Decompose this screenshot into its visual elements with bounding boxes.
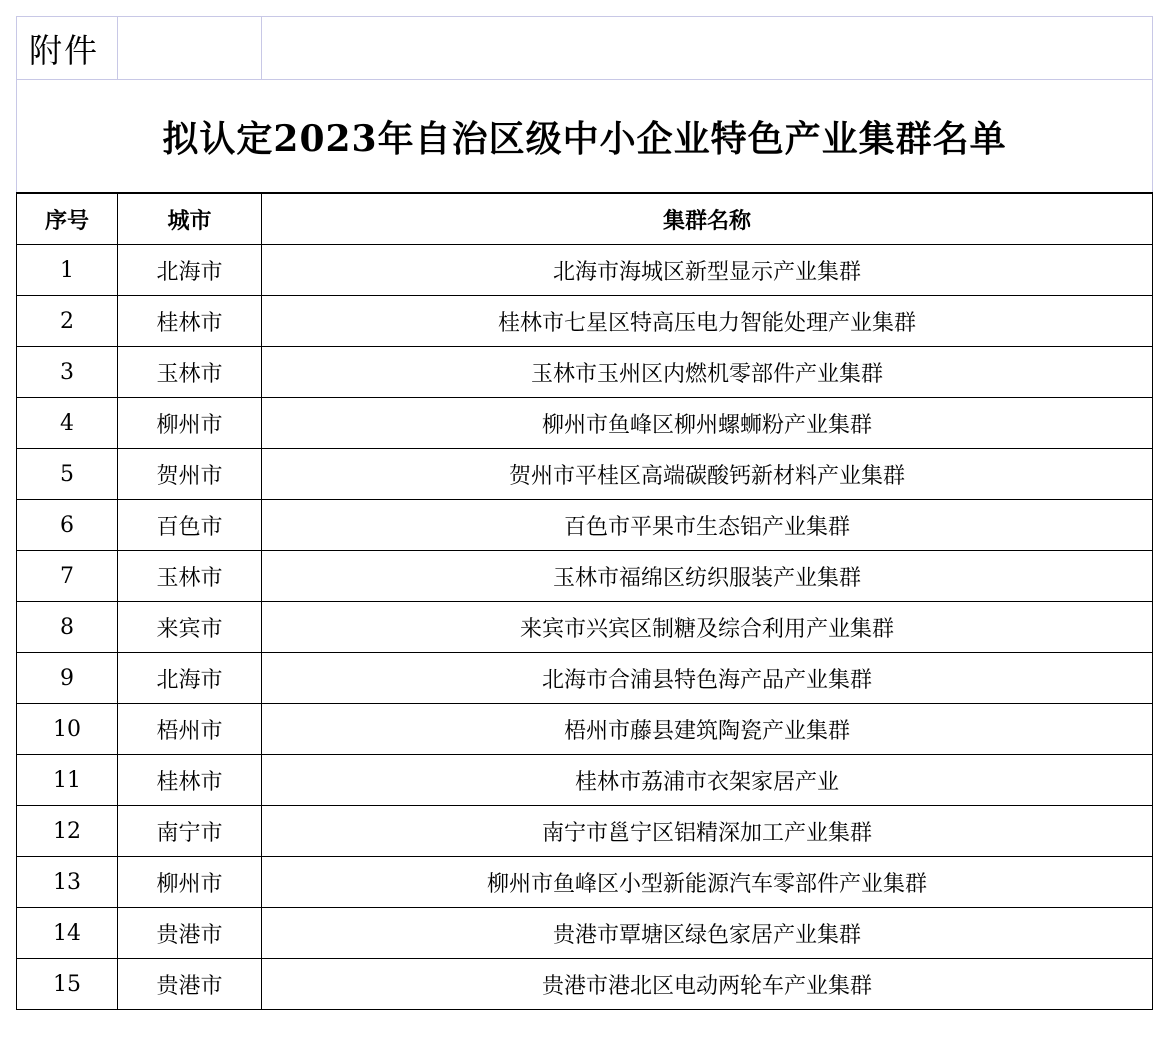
table-row — [17, 551, 1153, 602]
city-cell: 柳州市 — [118, 398, 262, 449]
cluster-name-cell: 北海市合浦县特色海产品产业集群 — [262, 653, 1153, 704]
table-row — [17, 602, 1153, 653]
city-cell: 玉林市 — [118, 551, 262, 602]
row-number-cell: 11 — [17, 755, 118, 806]
table-row — [17, 500, 1153, 551]
cluster-name-cell: 北海市海城区新型显示产业集群 — [262, 245, 1153, 296]
row-number-cell: 9 — [17, 653, 118, 704]
row-number-cell: 15 — [17, 959, 118, 1010]
cluster-name-cell: 贵港市港北区电动两轮车产业集群 — [262, 959, 1153, 1010]
row-number-cell: 5 — [17, 449, 118, 500]
attachment-label: 附件 — [17, 17, 118, 80]
empty-cell — [118, 17, 262, 80]
table-row — [17, 245, 1153, 296]
title-row — [17, 80, 1153, 194]
city-cell: 南宁市 — [118, 806, 262, 857]
city-cell: 百色市 — [118, 500, 262, 551]
document-title: 拟认定2023年自治区级中小企业特色产业集群名单 — [17, 80, 1153, 194]
city-cell: 玉林市 — [118, 347, 262, 398]
table-row — [17, 449, 1153, 500]
city-cell: 柳州市 — [118, 857, 262, 908]
city-cell: 贵港市 — [118, 959, 262, 1010]
cluster-name-cell: 南宁市邕宁区铝精深加工产业集群 — [262, 806, 1153, 857]
cluster-name-cell: 梧州市藤县建筑陶瓷产业集群 — [262, 704, 1153, 755]
table-row — [17, 398, 1153, 449]
city-cell: 桂林市 — [118, 296, 262, 347]
city-cell: 贺州市 — [118, 449, 262, 500]
row-number-cell: 2 — [17, 296, 118, 347]
empty-cell — [262, 17, 1153, 80]
cluster-name-cell: 桂林市荔浦市衣架家居产业 — [262, 755, 1153, 806]
table-row — [17, 857, 1153, 908]
row-number-cell: 12 — [17, 806, 118, 857]
cluster-name-cell: 贵港市覃塘区绿色家居产业集群 — [262, 908, 1153, 959]
table-row — [17, 296, 1153, 347]
table-row — [17, 908, 1153, 959]
city-cell: 梧州市 — [118, 704, 262, 755]
row-number-cell: 4 — [17, 398, 118, 449]
row-number-cell: 1 — [17, 245, 118, 296]
cluster-name-cell: 贺州市平桂区高端碳酸钙新材料产业集群 — [262, 449, 1153, 500]
row-number-cell: 13 — [17, 857, 118, 908]
city-cell: 桂林市 — [118, 755, 262, 806]
cluster-name-cell: 百色市平果市生态铝产业集群 — [262, 500, 1153, 551]
table-row — [17, 806, 1153, 857]
cluster-list-table — [16, 16, 1153, 1010]
row-number-cell: 3 — [17, 347, 118, 398]
table-row — [17, 704, 1153, 755]
row-number-cell: 14 — [17, 908, 118, 959]
column-header-no: 序号 — [17, 193, 118, 245]
row-number-cell: 6 — [17, 500, 118, 551]
city-cell: 北海市 — [118, 245, 262, 296]
cluster-name-cell: 玉林市玉州区内燃机零部件产业集群 — [262, 347, 1153, 398]
cluster-name-cell: 柳州市鱼峰区小型新能源汽车零部件产业集群 — [262, 857, 1153, 908]
table-row — [17, 755, 1153, 806]
cluster-name-cell: 玉林市福绵区纺织服装产业集群 — [262, 551, 1153, 602]
attachment-row — [17, 17, 1153, 80]
row-number-cell: 7 — [17, 551, 118, 602]
city-cell: 北海市 — [118, 653, 262, 704]
row-number-cell: 10 — [17, 704, 118, 755]
city-cell: 来宾市 — [118, 602, 262, 653]
row-number-cell: 8 — [17, 602, 118, 653]
column-header-city: 城市 — [118, 193, 262, 245]
table-row — [17, 653, 1153, 704]
table-header-row — [17, 193, 1153, 245]
city-cell: 贵港市 — [118, 908, 262, 959]
cluster-name-cell: 桂林市七星区特高压电力智能处理产业集群 — [262, 296, 1153, 347]
cluster-name-cell: 来宾市兴宾区制糖及综合利用产业集群 — [262, 602, 1153, 653]
cluster-name-cell: 柳州市鱼峰区柳州螺蛳粉产业集群 — [262, 398, 1153, 449]
column-header-name: 集群名称 — [262, 193, 1153, 245]
table-row — [17, 347, 1153, 398]
table-row — [17, 959, 1153, 1010]
